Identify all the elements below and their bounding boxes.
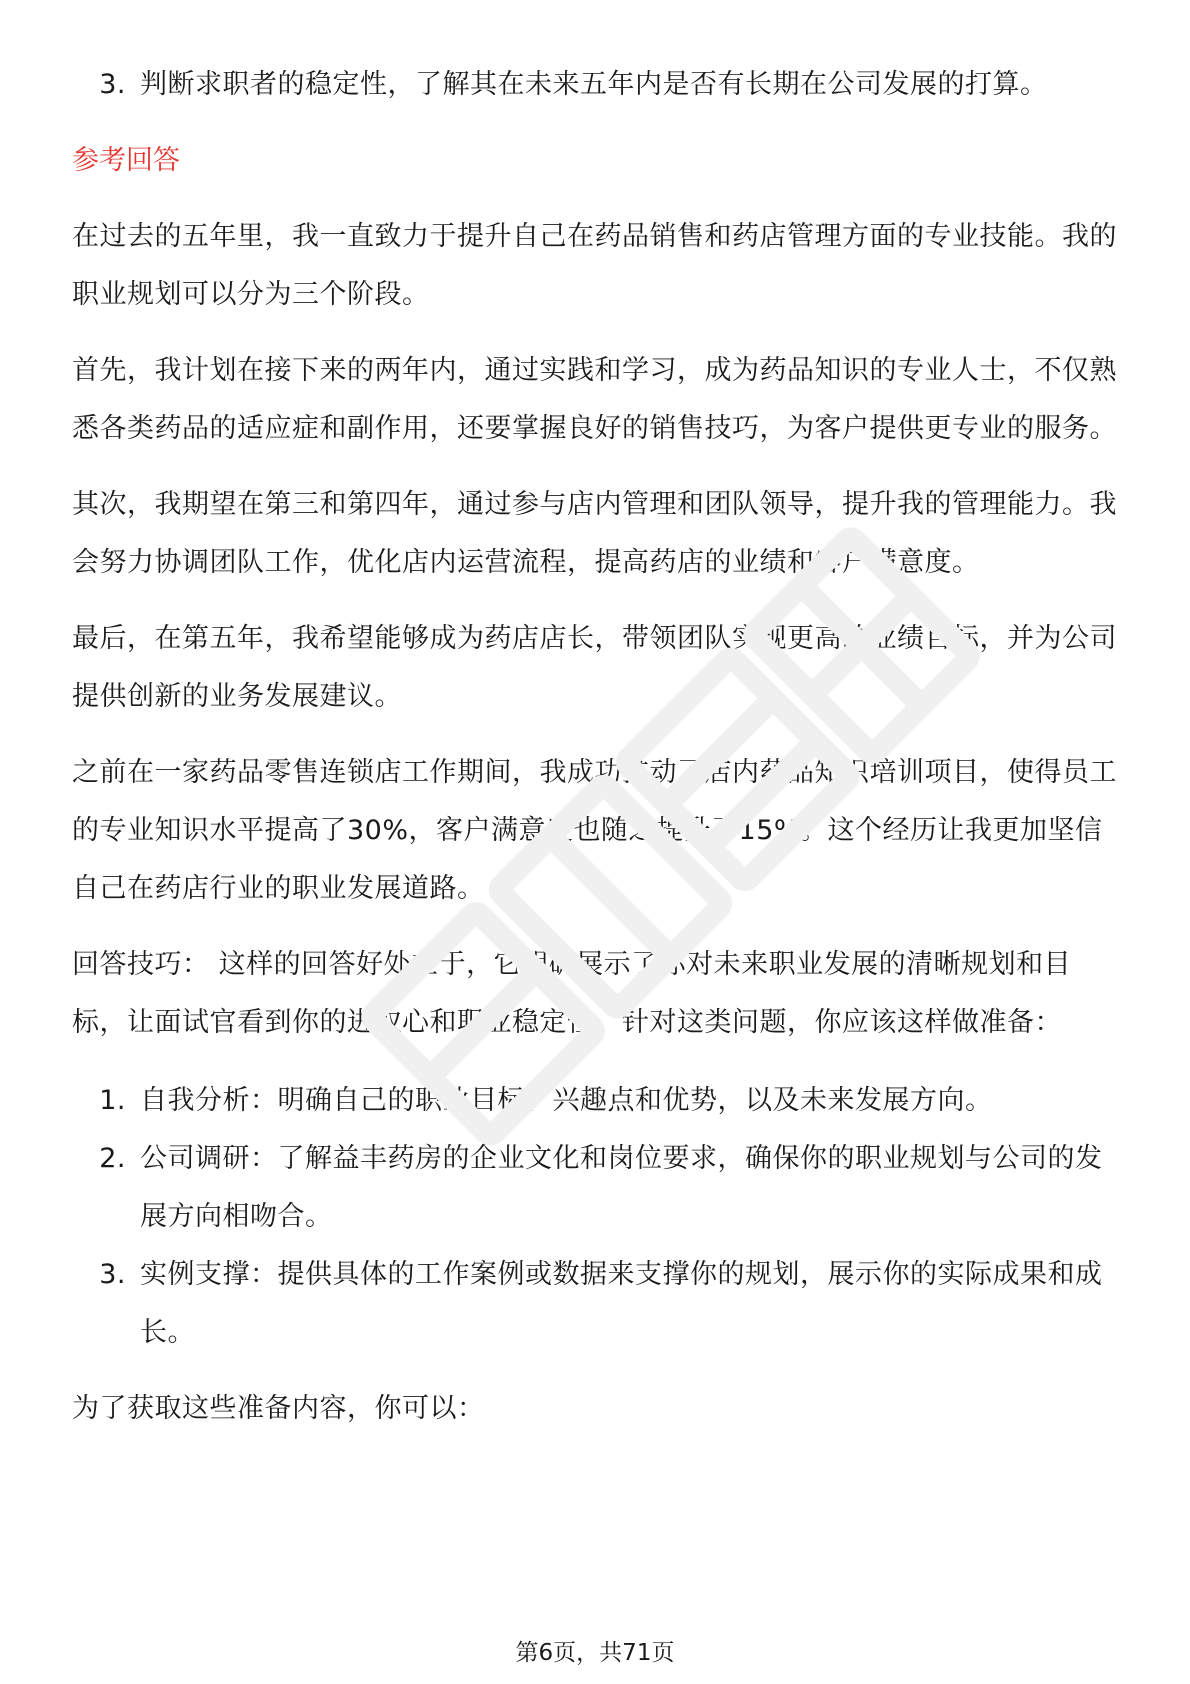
answer-paragraph-2: 首先，我计划在接下来的两年内，通过实践和学习，成为药品知识的专业人士，不仅熟悉各类药品的适应症和副作用，还要掌握良好的销售技巧，为客户提供更专业的服务。	[72, 355, 1117, 444]
answer-paragraph-3: 其次，我期望在第三和第四年，通过参与店内管理和团队领导，提升我的管理能力。我会努力协调团队工作，优化店内运营流程，提高药店的业绩和客户满意度。	[72, 489, 1117, 578]
tips-paragraph: 回答技巧： 这样的回答好处在于，它明确展示了你对未来职业发展的清晰规划和目标，让面试官看到你的进取心和职业稳定性。针对这类问题，你应该这样做准备：	[72, 949, 1072, 1038]
list-item	[72, 1130, 1118, 1246]
list-text: 自我分析：明确自己的职业目标、兴趣点和优势，以及未来发展方向。	[140, 1085, 993, 1116]
list-text: 公司调研：了解益丰药房的企业文化和岗位要求，确保你的职业规划与公司的发展方向相吻合。	[140, 1143, 1103, 1232]
closing-paragraph: 为了获取这些准备内容，你可以：	[72, 1393, 485, 1424]
list-number: 3.	[99, 1259, 126, 1290]
list-number: 3.	[99, 69, 126, 100]
section-heading: 参考回答	[72, 145, 180, 176]
list-number: 2.	[99, 1143, 126, 1174]
document-page	[72, 56, 1118, 1438]
list-item	[72, 1246, 1118, 1362]
page-number-footer: 第6页，共71页	[515, 1640, 675, 1666]
list-text: 判断求职者的稳定性，了解其在未来五年内是否有长期在公司发展的打算。	[140, 69, 1048, 100]
list-text: 实例支撑：提供具体的工作案例或数据来支撑你的规划，展示你的实际成果和成长。	[140, 1259, 1103, 1348]
list-number: 1.	[99, 1085, 126, 1116]
answer-paragraph-4: 最后，在第五年，我希望能够成为药店店长，带领团队实现更高的业绩目标，并为公司提供创新的业务发展建议。	[72, 623, 1117, 712]
answer-paragraph-5: 之前在一家药品零售连锁店工作期间，我成功推动了店内药品知识培训项目，使得员工的专业知识水平提高了30%，客户满意度也随之提升了15%。这个经历让我更加坚信自己在药店行业的职业发展道路。	[72, 757, 1117, 904]
answer-paragraph-1: 在过去的五年里，我一直致力于提升自己在药品销售和药店管理方面的专业技能。我的职业规划可以分为三个阶段。	[72, 221, 1117, 310]
tips-list	[72, 1072, 1118, 1362]
list-item	[72, 1072, 1118, 1130]
question-purpose-item	[72, 56, 1118, 114]
